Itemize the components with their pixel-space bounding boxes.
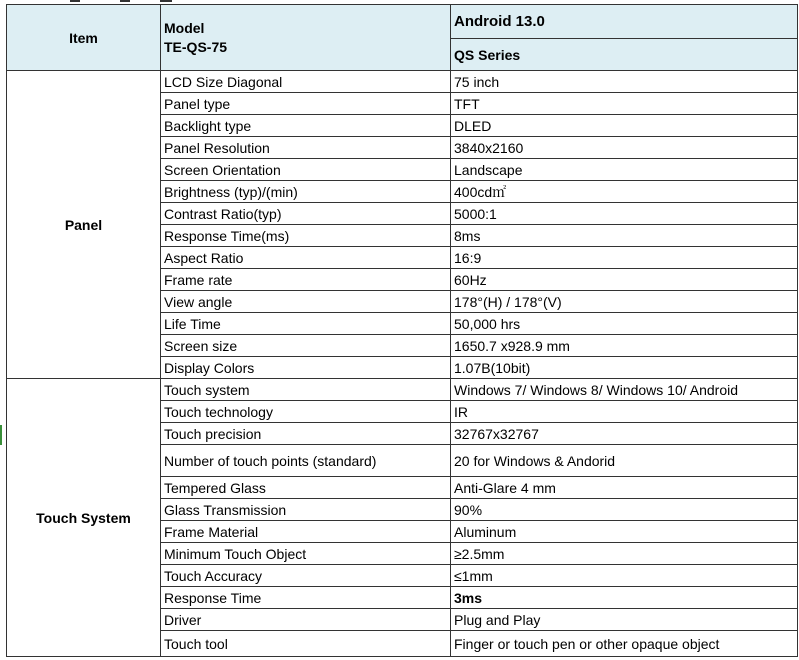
spec-label-cell[interactable]: Touch Accuracy xyxy=(161,565,451,587)
spec-value-cell[interactable]: Aluminum xyxy=(451,521,798,543)
touch-group-cell[interactable] xyxy=(7,379,161,657)
group-label: Touch System xyxy=(36,509,131,526)
spec-label-cell[interactable]: Touch tool xyxy=(161,631,451,657)
panel-group-cell[interactable] xyxy=(7,71,161,379)
spec-label-cell[interactable]: Glass Transmission xyxy=(161,499,451,521)
spec-value-cell[interactable]: ≤1mm xyxy=(451,565,798,587)
spec-value-cell[interactable]: Finger or touch pen or other opaque object xyxy=(451,631,798,657)
spec-value-cell[interactable]: 60Hz xyxy=(451,269,798,291)
header-os-label: Android 13.0 xyxy=(454,12,545,30)
header-model-number: TE-QS-75 xyxy=(164,38,228,55)
spec-value-cell[interactable]: 3840x2160 xyxy=(451,137,798,159)
spec-value-cell[interactable]: 178°(H) / 178°(V) xyxy=(451,291,798,313)
spec-label-cell[interactable]: Life Time xyxy=(161,313,451,335)
spec-label-cell[interactable]: Touch system xyxy=(161,379,451,401)
spec-label-cell[interactable]: Driver xyxy=(161,609,451,631)
spec-label-cell[interactable]: Tempered Glass xyxy=(161,477,451,499)
spec-label-cell[interactable]: Number of touch points (standard) xyxy=(161,445,451,477)
spec-label-cell[interactable]: Panel type xyxy=(161,93,451,115)
spec-label-cell[interactable]: Backlight type xyxy=(161,115,451,137)
header-item-cell[interactable] xyxy=(7,5,161,71)
spec-label-cell[interactable]: LCD Size Diagonal xyxy=(161,71,451,93)
spec-value-cell[interactable]: 400cd㎡ xyxy=(451,181,798,203)
row-selection-marker xyxy=(0,425,2,445)
spec-label-cell[interactable]: Response Time xyxy=(161,587,451,609)
spec-value-cell[interactable]: 20 for Windows & Andorid xyxy=(451,445,798,477)
spec-value-cell[interactable]: ≥2.5mm xyxy=(451,543,798,565)
spec-value-cell[interactable]: 1.07B(10bit) xyxy=(451,357,798,379)
header-model-cell[interactable] xyxy=(161,5,451,71)
group-label: Panel xyxy=(64,216,103,233)
spec-value-cell[interactable]: IR xyxy=(451,401,798,423)
spec-label-cell[interactable]: Brightness (typ)/(min) xyxy=(161,181,451,203)
header-model-label: Model xyxy=(164,19,205,36)
cropped-border-fragment xyxy=(120,0,130,2)
spec-value-cell[interactable]: 75 inch xyxy=(451,71,798,93)
spec-value-cell[interactable]: TFT xyxy=(451,93,798,115)
spec-label-cell[interactable]: Aspect Ratio xyxy=(161,247,451,269)
spec-label-cell[interactable]: Screen Orientation xyxy=(161,159,451,181)
spec-value-cell[interactable]: Windows 7/ Windows 8/ Windows 10/ Android xyxy=(451,379,798,401)
header-os-cell[interactable] xyxy=(451,5,798,39)
table-row xyxy=(7,71,798,93)
spec-value-cell[interactable]: Plug and Play xyxy=(451,609,798,631)
table-row xyxy=(7,379,798,401)
header-series-cell[interactable] xyxy=(451,39,798,71)
spec-value-cell[interactable]: 8ms xyxy=(451,225,798,247)
spec-label-cell[interactable]: Contrast Ratio(typ) xyxy=(161,203,451,225)
spec-table xyxy=(6,4,798,657)
spec-value-cell[interactable]: 50,000 hrs xyxy=(451,313,798,335)
spec-value-cell[interactable]: 90% xyxy=(451,499,798,521)
spec-label-cell[interactable]: Frame rate xyxy=(161,269,451,291)
spec-value-cell[interactable]: Anti-Glare 4 mm xyxy=(451,477,798,499)
spec-label-cell[interactable]: Minimum Touch Object xyxy=(161,543,451,565)
spec-value-cell[interactable]: 3ms xyxy=(451,587,798,609)
cropped-border-fragment xyxy=(70,0,80,2)
spec-label-cell[interactable]: Touch technology xyxy=(161,401,451,423)
spec-value-cell[interactable]: 1650.7 x928.9 mm xyxy=(451,335,798,357)
cropped-border-fragment xyxy=(160,0,172,2)
spec-label-cell[interactable]: Display Colors xyxy=(161,357,451,379)
spec-label-cell[interactable]: View angle xyxy=(161,291,451,313)
spec-label-cell[interactable]: Panel Resolution xyxy=(161,137,451,159)
spec-label-cell[interactable]: Screen size xyxy=(161,335,451,357)
spec-value-cell[interactable]: DLED xyxy=(451,115,798,137)
spec-value-cell[interactable]: 32767x32767 xyxy=(451,423,798,445)
header-item-label: Item xyxy=(69,29,98,46)
spec-value-cell[interactable]: Landscape xyxy=(451,159,798,181)
spec-label-cell[interactable]: Frame Material xyxy=(161,521,451,543)
spec-value-cell[interactable]: 5000:1 xyxy=(451,203,798,225)
spec-label-cell[interactable]: Response Time(ms) xyxy=(161,225,451,247)
spec-value-cell[interactable]: 16:9 xyxy=(451,247,798,269)
header-series-label: QS Series xyxy=(454,46,521,63)
spec-label-cell[interactable]: Touch precision xyxy=(161,423,451,445)
